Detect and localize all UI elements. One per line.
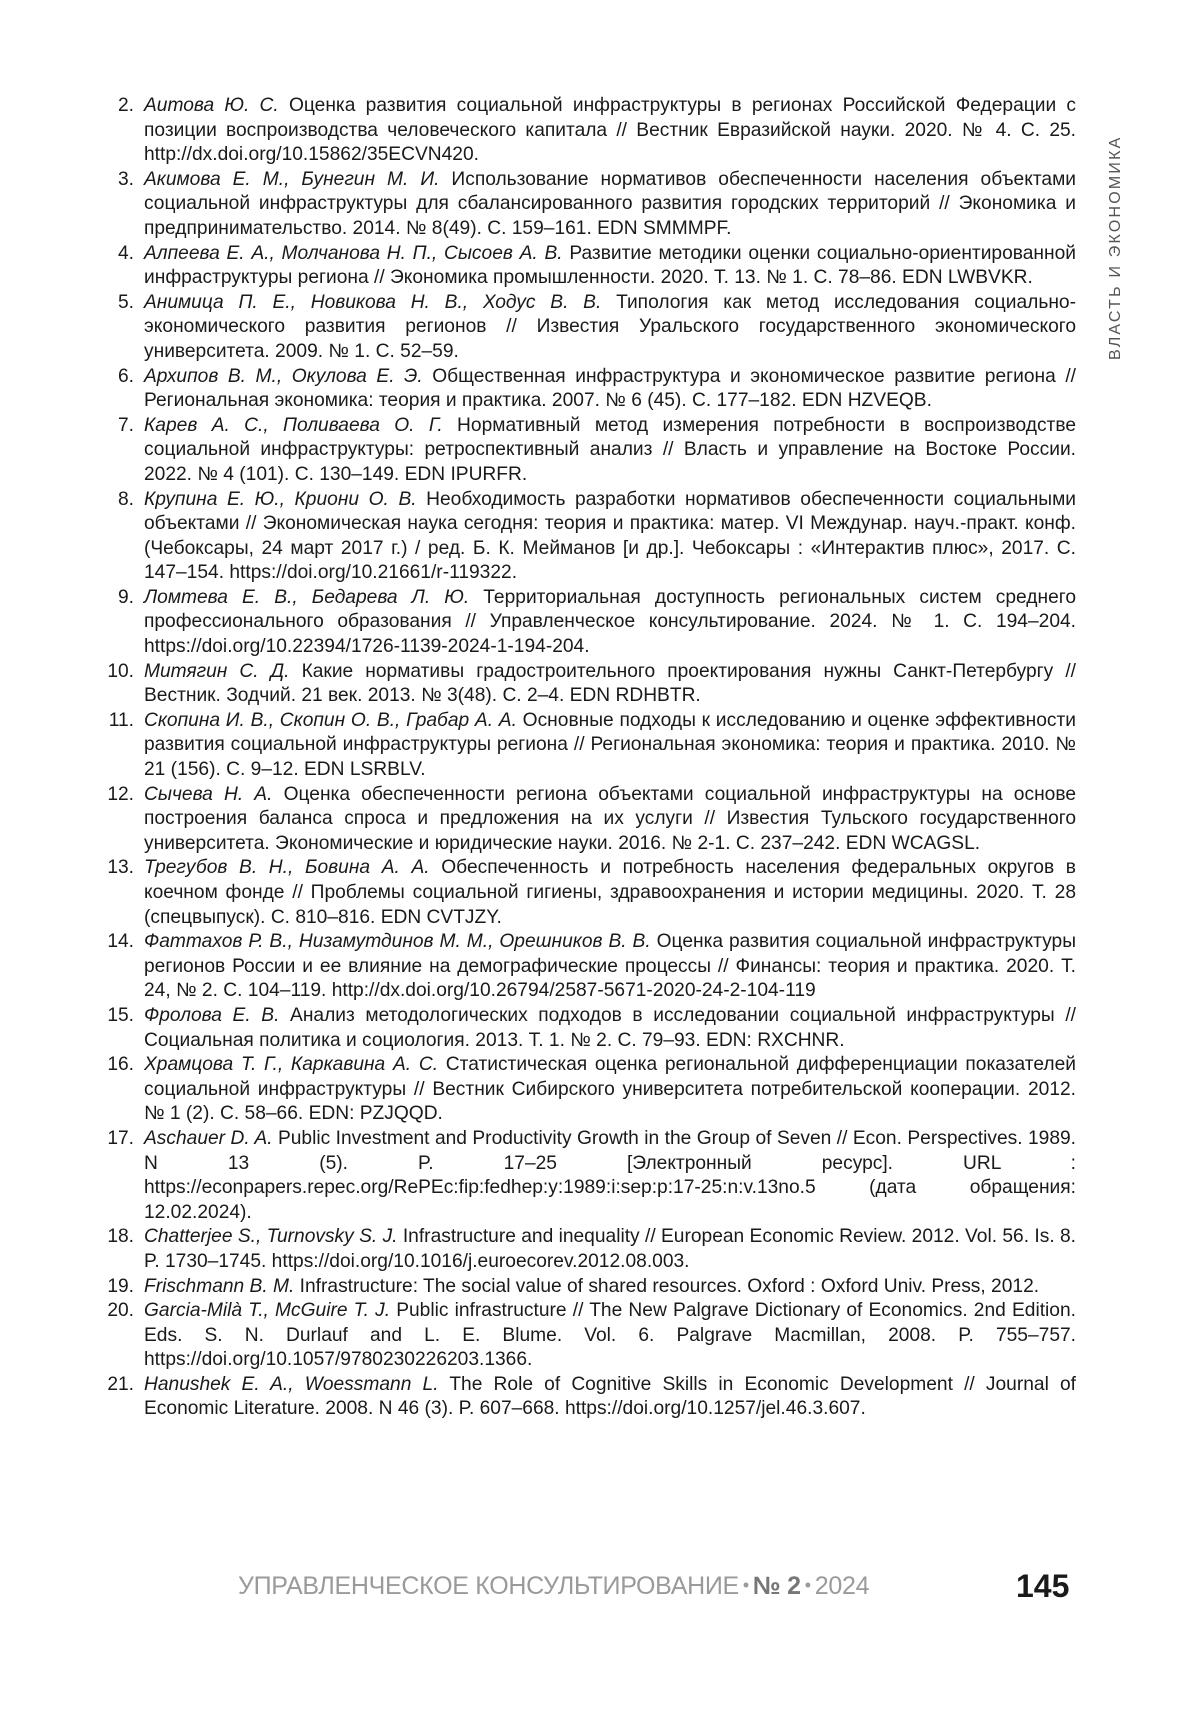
reference-text: Статистическая оценка региональной дифференциации показателей социальной инфраструктуры // Вестник Сибирского университета потребительской кооперации. 2012. № 1 (2). С. 58–66. EDN: PZJQQD.	[144, 1054, 1076, 1125]
page-number: 145	[1016, 1568, 1070, 1604]
reference-item	[98, 242, 1076, 291]
reference-authors: Анимица П. Е., Новикова Н. В., Ходус В. В.	[144, 291, 602, 313]
reference-item	[98, 365, 1076, 414]
reference-authors: Митягин С. Д.	[144, 660, 290, 682]
reference-authors: Сычева Н. А.	[144, 783, 273, 805]
journal-title: УПРАВЛЕНЧЕСКОЕ КОНСУЛЬТИРОВАНИЕ	[238, 1572, 739, 1600]
reference-item	[98, 930, 1076, 1004]
reference-authors: Frischmann B. M.	[144, 1275, 295, 1297]
reference-item	[98, 783, 1076, 857]
reference-text: Оценка развития социальной инфраструктуры в регионах Российской Федерации с позиции воспроизводства человеческого капитала // Вестник Евразийской науки. 2020. № 4. С. 25. http://dx.doi.org/10.15862/35ECVN420.	[144, 95, 1076, 166]
reference-authors: Алпеева Е. А., Молчанова Н. П., Сысоев А. В.	[144, 242, 563, 264]
reference-number: 12.	[107, 783, 134, 805]
reference-authors: Фролова Е. В.	[144, 1004, 280, 1026]
reference-item	[98, 414, 1076, 488]
reference-item	[98, 488, 1076, 586]
reference-text: Infrastructure and inequality // European Economic Review. 2012. Vol. 56. Is. 8. P. 1730–1745. https://doi.org/10.1016/j.euroecorev.2012.08.003.	[144, 1226, 1076, 1272]
reference-list	[98, 94, 1076, 1422]
reference-number: 8.	[117, 488, 134, 510]
page-footer	[0, 1568, 1200, 1608]
reference-item	[98, 1299, 1076, 1373]
reference-number: 7.	[117, 414, 134, 436]
reference-number: 21.	[107, 1373, 134, 1395]
reference-text: Общественная инфраструктура и экономическое развитие региона // Региональная экономика: теория и практика. 2007. № 6 (45). С. 177–182. EDN HZVEQB.	[144, 365, 1076, 412]
reference-text: Использование нормативов обеспеченности населения объектами социальной инфраструктуры для сбалансированного развития городских территорий // Экономика и предпринимательство. 2014. № 8(49). С. 159–161. EDN SMMMPF.	[144, 168, 1076, 239]
reference-number: 4.	[117, 242, 134, 264]
section-side-label: ВЛАСТЬ И ЭКОНОМИКА	[1107, 135, 1124, 360]
reference-number: 18.	[107, 1226, 134, 1248]
reference-number: 19.	[107, 1275, 134, 1297]
reference-text: Обеспеченность и потребность населения федеральных округов в коечном фонде // Проблемы социальной гигиены, здравоохранения и истории медицины. 2020. Т. 28 (спецвыпуск). С. 810–816. EDN CVTJZY.	[144, 857, 1076, 928]
footer-separator: •	[742, 1575, 749, 1595]
reference-number: 16.	[107, 1054, 134, 1076]
footer-separator: •	[804, 1575, 811, 1595]
issue-number: № 2	[752, 1572, 801, 1600]
reference-number: 17.	[107, 1127, 134, 1149]
reference-authors: Акимова Е. М., Бунегин М. И.	[144, 168, 440, 190]
reference-number: 5.	[117, 291, 134, 313]
reference-item	[98, 856, 1076, 930]
reference-number: 2.	[117, 95, 134, 116]
reference-text: Развитие методики оценки социально-ориентированной инфраструктуры региона // Экономика промышленности. 2020. Т. 13. № 1. С. 78–86. EDN LWBVKR.	[144, 242, 1076, 289]
reference-text: Необходимость разработки нормативов обеспеченности социальными объектами // Экономическая наука сегодня: теория и практика: матер. VI Междунар. науч.-практ. конф. (Чебоксары, 24 март 2017 г.) / ред. Б. К. Мейманов [и др.]. Чебоксары : «Интерактив плюс», 2017. С. 147–154. https://doi.org/10.21661/r-119322.	[144, 488, 1076, 584]
reference-authors: Трегубов В. Н., Бовина А. А.	[144, 857, 430, 879]
reference-authors: Aschauer D. A.	[144, 1127, 273, 1149]
reference-authors: Храмцова Т. Г., Каркавина А. С.	[144, 1054, 439, 1076]
reference-item	[98, 1053, 1076, 1127]
reference-authors: Скопина И. В., Скопин О. В., Грабар А. А.	[144, 709, 517, 731]
reference-text: Оценка развития социальной инфраструктуры регионов России и ее влияние на демографические процессы // Финансы: теория и практика. 2020. Т. 24, № 2. С. 104–119. http://dx.doi.org/10.26794/2587-5671-2020-24-2-104-119	[144, 931, 1076, 1002]
reference-number: 11.	[108, 709, 134, 731]
reference-number: 9.	[117, 586, 134, 608]
reference-item	[98, 1127, 1076, 1225]
reference-text: Оценка обеспеченности региона объектами социальной инфраструктуры на основе построения баланса спроса и предложения на их услуги // Известия Тульского государственного университета. Экономические и юридические науки. 2016. № 2-1. С. 237–242. EDN WCAGSL.	[144, 783, 1076, 854]
reference-text: Типология как метод исследования социально-экономического развития регионов // Известия Уральского государственного экономического университета. 2009. № 1. С. 52–59.	[144, 291, 1076, 362]
reference-number: 10.	[107, 660, 134, 682]
reference-authors: Крупина Е. Ю., Криони О. В.	[144, 488, 417, 510]
reference-text: The Role of Cognitive Skills in Economic Development // Journal of Economic Literature. 2008. N 46 (3). P. 607–668. https://doi.org/10.1257/jel.46.3.607.	[144, 1373, 1076, 1420]
reference-text: Нормативный метод измерения потребности в воспроизводстве социальной инфраструктуры: ретроспективный анализ // Власть и управление на Востоке России. 2022. № 4 (101). С. 130–149. EDN IPURFR.	[144, 414, 1076, 485]
reference-number: 15.	[107, 1004, 134, 1026]
reference-text: Infrastructure: The social value of shared resources. Oxford : Oxford Univ. Press, 2012.	[294, 1275, 1040, 1297]
reference-item	[98, 660, 1076, 709]
reference-text: Территориальная доступность региональных систем среднего профессионального образования // Управленческое консультирование. 2024. № 1. С. 194–204. https://doi.org/10.22394/1726-1139-2024-1-194-204.	[144, 586, 1077, 658]
reference-number: 6.	[117, 365, 134, 387]
reference-number: 20.	[107, 1300, 134, 1322]
reference-item	[98, 709, 1076, 783]
reference-authors: Chatterjee S., Turnovsky S. J.	[144, 1226, 398, 1248]
reference-item	[98, 168, 1076, 242]
reference-text: Какие нормативы градостроительного проектирования нужны Санкт-Петербургу // Вестник. Зодчий. 21 век. 2013. № 3(48). С. 2–4. EDN RDHBTR.	[144, 660, 1076, 707]
reference-item	[98, 1275, 1076, 1300]
reference-authors: Ломтева Е. В., Бедарева Л. Ю.	[144, 586, 470, 608]
reference-item	[98, 1004, 1076, 1053]
reference-number: 3.	[117, 168, 134, 190]
reference-item	[98, 586, 1076, 660]
reference-authors: Hanushek E. A., Woessmann L.	[144, 1373, 439, 1395]
reference-authors: Аитова Ю. С.	[144, 95, 279, 116]
reference-item	[98, 1225, 1076, 1274]
reference-authors: Garcia-Milà T., McGuire T. J.	[144, 1300, 391, 1322]
reference-text: Public Investment and Productivity Growth in the Group of Seven // Econ. Perspectives. 1989. N 13 (5). P. 17–25 [Электронный ресурс]. URL : https://econpapers.repec.org/RePEc:fip:fedhep:y:1989:i:sep:p:17-25:n:v.13no.5 (дата обращения: 12.02.2024).	[144, 1127, 1076, 1223]
reference-text: Public infrastructure // The New Palgrave Dictionary of Economics. 2nd Edition. Eds. S. N. Durlauf and L. E. Blume. Vol. 6. Palgrave Macmillan, 2008. P. 755–757. https://doi.org/10.1057/9780230226203.1366.	[144, 1300, 1076, 1371]
reference-text: Анализ методологических подходов в исследовании социальной инфраструктуры // Социальная политика и социология. 2013. Т. 1. № 2. С. 79–93. EDN: RXCHNR.	[144, 1004, 1076, 1051]
reference-authors: Фаттахов Р. В., Низамутдинов М. М., Орешников В. В.	[144, 931, 651, 953]
journal-footer-line	[238, 1572, 869, 1601]
reference-authors: Архипов В. М., Окулова Е. Э.	[144, 365, 423, 387]
reference-text: Основные подходы к исследованию и оценке эффективности развития социальной инфраструктуры региона // Региональная экономика: теория и практика. 2010. № 21 (156). С. 9–12. EDN LSRBLV.	[144, 709, 1076, 781]
reference-number: 14.	[107, 931, 134, 953]
reference-item	[98, 291, 1076, 365]
reference-item	[98, 94, 1076, 168]
issue-year: 2024	[814, 1572, 870, 1600]
reference-number: 13.	[107, 857, 134, 879]
reference-authors: Карев А. С., Поливаева О. Г.	[144, 414, 443, 436]
reference-item	[98, 1373, 1076, 1422]
